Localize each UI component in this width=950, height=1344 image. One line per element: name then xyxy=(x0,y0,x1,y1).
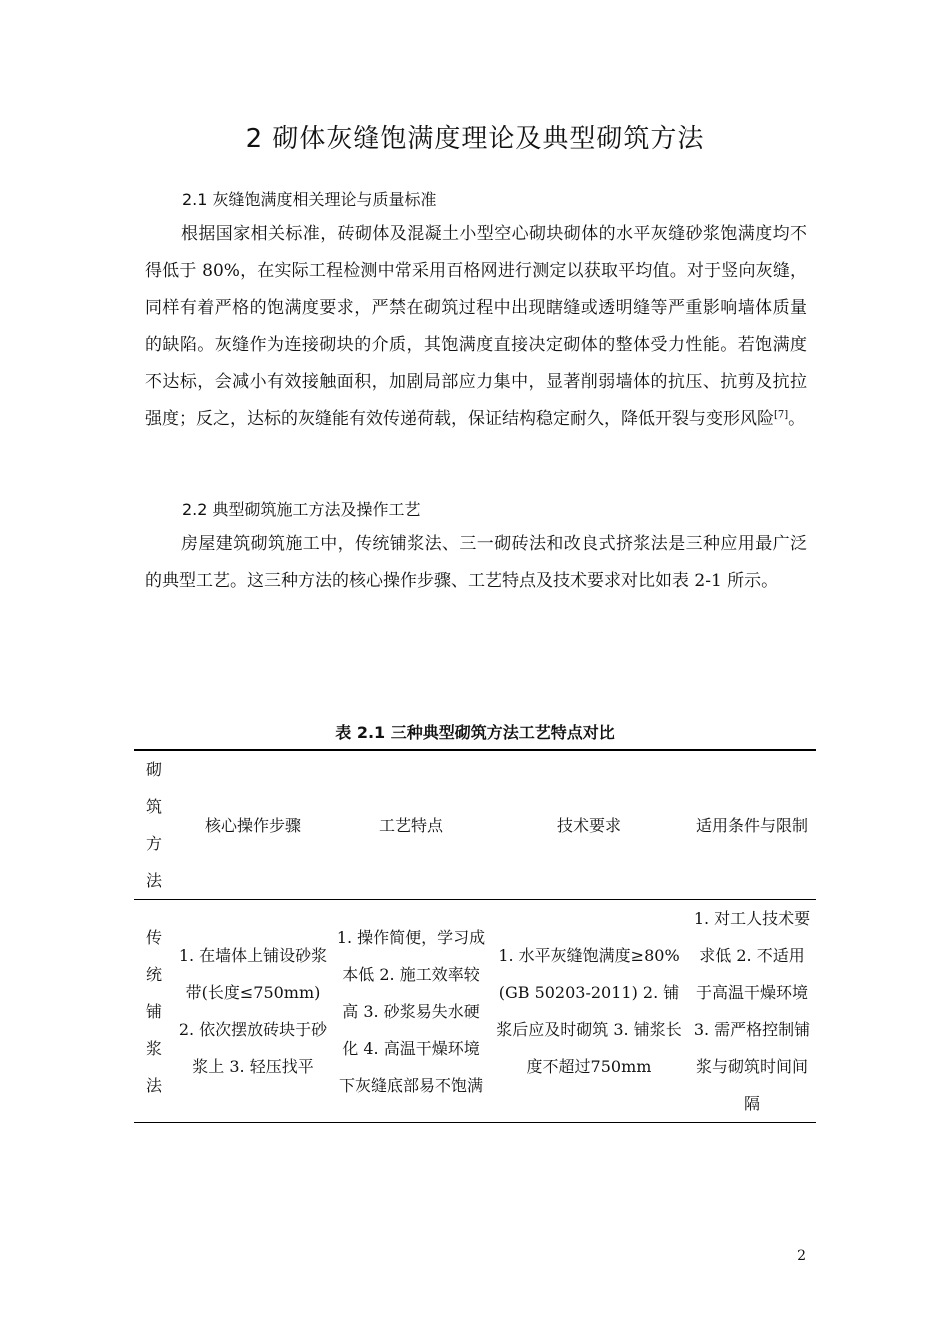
header-steps: 核心操作步骤 xyxy=(204,815,301,835)
header-method: 砌筑方法 xyxy=(145,760,162,890)
section-2-2-paragraph: 房屋建筑砌筑施工中，传统铺浆法、三一砌砖法和改良式挤浆法是三种应用最广泛的典型工艺。这三种方法的核心操作步骤、工艺特点及技术要求对比如表 2-1 所示。 xyxy=(145,534,807,591)
header-requirements: 技术要求 xyxy=(556,815,621,835)
cell-method: 传统铺浆法 xyxy=(145,927,162,1095)
header-conditions: 适用条件与限制 xyxy=(695,815,808,835)
section-2-1-paragraph xyxy=(145,216,807,438)
cell-conditions: 1. 对工人技术要求低 2. 不适用于高温干燥环境 3. 需严格控制铺浆与砌筑时间间隔 xyxy=(693,909,811,1113)
section-heading-2-2: 2.2 典型砌筑施工方法及操作工艺 xyxy=(182,500,421,519)
comparison-table xyxy=(134,749,816,1123)
paragraph-end: 。 xyxy=(788,409,806,429)
cell-steps: 1. 在墙体上铺设砂浆带(长度≤750mm) 2. 依次摆放砖块于砂浆上 3. 轻压找平 xyxy=(178,946,328,1076)
cell-requirements: 1. 水平灰缝饱满度≥80%(GB 50203-2011) 2. 铺浆后应及时砌筑 3. 铺浆长度不超过750mm xyxy=(496,946,682,1076)
section-heading-2-1: 2.1 灰缝饱满度相关理论与质量标准 xyxy=(182,190,437,209)
page-number: 2 xyxy=(797,1248,806,1264)
table-row xyxy=(134,900,816,1123)
table-header-row xyxy=(134,750,816,900)
table-caption: 表 2.1 三种典型砌筑方法工艺特点对比 xyxy=(335,723,615,742)
citation: [7] xyxy=(774,409,789,421)
cell-features: 1. 操作简便，学习成本低 2. 施工效率较高 3. 砂浆易失水硬化 4. 高温干燥环境下灰缝底部易不饱满 xyxy=(336,927,486,1095)
header-features: 工艺特点 xyxy=(378,815,443,835)
chapter-title: 2 砌体灰缝饱满度理论及典型砌筑方法 xyxy=(245,124,705,154)
paragraph-text: 根据国家相关标准，砖砌体及混凝土小型空心砌块砌体的水平灰缝砂浆饱满度均不得低于 80%，在实际工程检测中常采用百格网进行测定以获取平均值。对于竖向灰缝，同样有着严格的饱满度要求，严禁在砌筑过程中出现瞎缝或透明缝等严重影响墙体质量的缺陷。灰缝作为连接砌块的介质，其饱满度直接决定砌体的整体受力性能。若饱满度不达标，会减小有效接触面积，加剧局部应力集中，显著削弱墙体的抗压、抗剪及抗拉强度；反之，达标的灰缝能有效传递荷载，保证结构稳定耐久，降低开裂与变形风险 xyxy=(145,224,807,429)
